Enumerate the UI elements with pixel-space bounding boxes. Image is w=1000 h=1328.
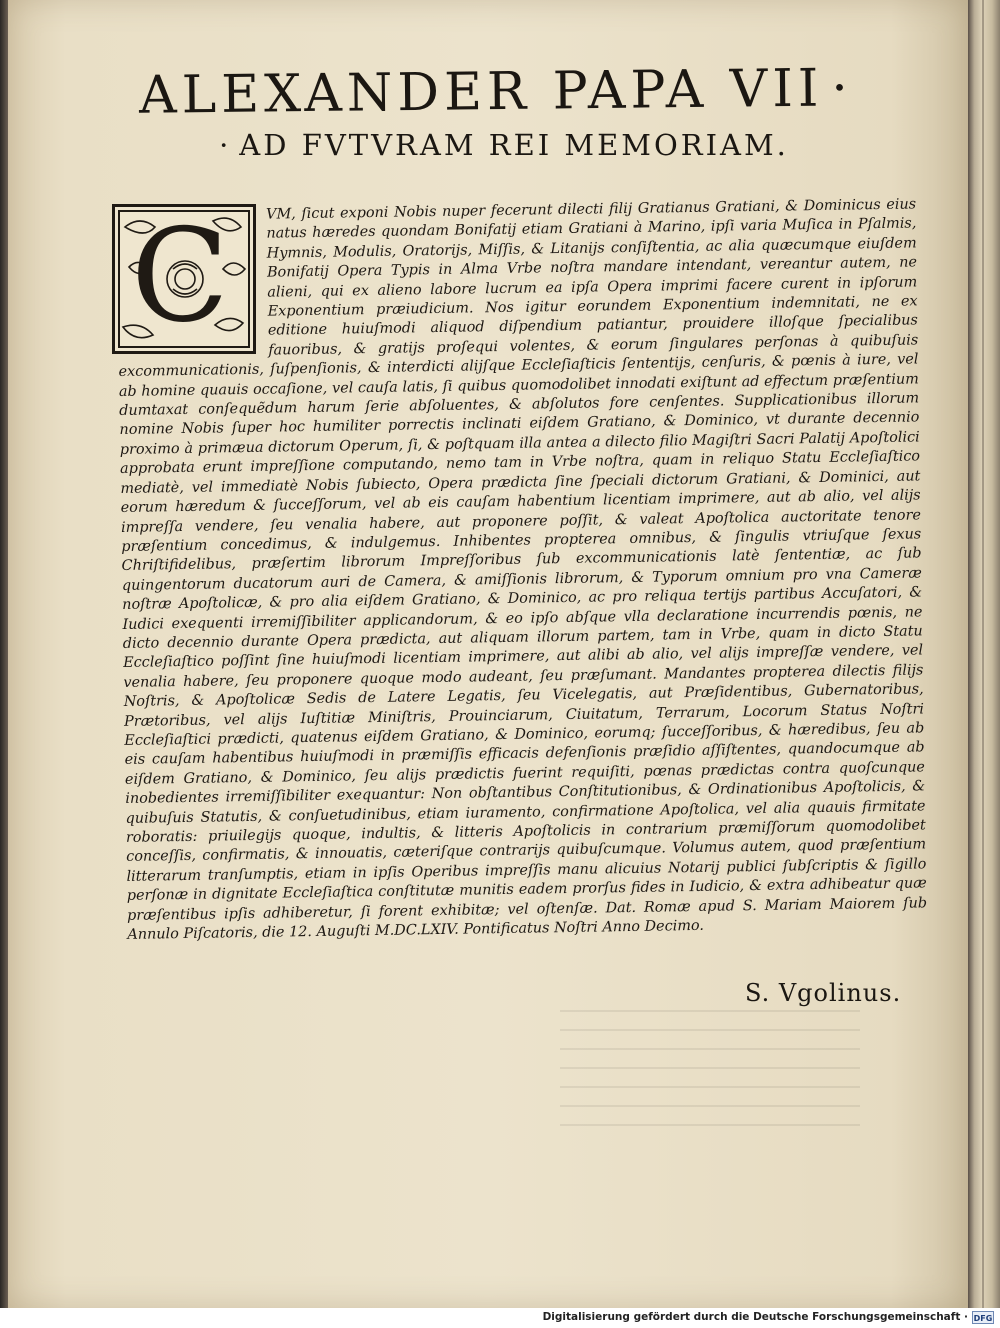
adjacent-page-edge: [968, 0, 1000, 1308]
body-paragraph: VM, ſicut exponi Nobis nuper fecerunt dilecti filij Gratianus Gratiani, & Dominicus eius natus hæredes quondam Bonifatij etiam Gratiani à Marino, ipſi varia Muſica in Pſalmis, Hymnis, Modulis, Oratorijs, Miſſis, & Litanijs conſiſtentia, ac alia quæcumque eiuſdem Bonifatij Opera Typis in Alma Vrbe noſtra mandare intendant, vereantur autem, ne alieni, qui ex alieno labore lucrum ea ipſa Opera imprimi facere curent in ipſorum Exponentium præiudicium. Nos igitur eorundem Exponentium indemnitati, ne ex editione huiuſmodi aliquod diſpendium patiantur, prouidere illoſque ſpecialibus fauoribus, & gratijs proſequi volentes, & eorum ſingulares perſonas à quibuſuis excommunicationis, ſuſpenſionis, & interdicti alijſque Eccleſiaſticis ſententijs, cenſuris, & pœnis à iure, vel ab homine quauis occaſione, vel cauſa latis, ſi quibus quomodolibet innodati exiſtunt ad effectum præſentium dumtaxat conſequẽdum harum ſerie abſoluentes, & abſolutos fore cenſentes. Supplicationibus illorum nomine Nobis ſuper hoc humiliter porrectis inclinati eiſdem Gratiano, & Dominico, vt durante decennio proximo à primæua dictorum Operum, ſi, & poſtquam illa antea a dilecto filio Magiſtri Sacri Palatij Apoſtolici approbata erunt impreſſione computando, nemo tam in Vrbe noſtra, quam in reliquo Statu Eccleſiaſtico mediatè, vel immediatè Nobis ſubiecto, Opera prædicta ſine ſpeciali dictorum Gratiani, & Dominici, aut eorum hæredum & ſucceſſorum, vel ab eis cauſam habentium licentiam imprimere, aut ab alio, vel alijs impreſſa vendere, ſeu venalia habere, aut proponere poſſit, & valeat Apoſtolica auctoritate tenore præſentium concedimus, & indulgemus. Inhibentes propterea omnibus, & ſingulis vtriuſque ſexus Chriſtifidelibus, præſertim librorum Impreſſoribus ſub excommunicationis latè ſententiæ, ac ſub quingentorum ducatorum auri de Camera, & amiſſionis librorum, & Typorum omnium pro vna Cameræ noſtræ Apoſtolicæ, & pro alia eiſdem Gratiano, & Dominico, ac pro reliqua tertijs partibus Accuſatori, & Iudici exequenti irremiſſibiliter applicandorum, & eo ipſo abſque vlla declaratione incurrendis pœnis, ne dicto decennio durante Opera prædicta, aut aliquam illorum partem, tam in Vrbe, quam in dicto Statu Eccleſiaſtico poſſint ſine huiuſmodi licentiam imprimere, aut alibi ab alio, vel alijs impreſſæ vendere, vel venalia habere, ſeu proponere quoque modo audeant, ſeu præſumant. Mandantes propterea dilectis filijs Noſtris, & Apoſtolicæ Sedis de Latere Legatis, ſeu Vicelegatis, aut Præſidentibus, Gubernatoribus, Prætoribus, vel alijs Iuſtitiæ Miniſtris, Prouinciarum, Ciuitatum, Terrarum, Locorum Status Noſtri Eccleſiaſtici prædicti, quatenus eiſdem Gratiano, & Dominico, eorumq; ſucceſſoribus, & hæredibus, ſeu ab eis cauſam habentibus huiuſmodi in præmiſſis efficacis defenſionis præſidio aſſiſtentes, quandocumque ab eiſdem Gratiano, & Dominico, ſeu alijs prædictis fuerint requiſiti, pœnas prædictas contra quoſcunque inobedientes irremiſſibiliter exequantur: Non obſtantibus Conſtitutionibus, & Ordinationibus Apoſtolicis, & quibuſuis Statutis, & conſuetudinibus, etiam iuramento, confirmatione Apoſtolica, vel alia quauis firmitate roboratis: priuilegijs quoque, indultis, & litteris Apoſtolicis in contrarium præmiſſorum quomodolibet conceſſis, confirmatis, & innouatis, cæteriſque contrarijs quibuſcumque. Volumus autem, quod præſentium litterarum tranſumptis, etiam in ipſis Operibus impreſſis manu alicuius Notarij publici ſubſcriptis & ſigillo perſonæ in dignitate Eccleſiaſtica conſtitutæ munitis eadem prorſus fides in Iudicio, & extra adhibeatur quæ præſentibus ipſis adhiberetur, ſi forent exhibitæ; vel oſtenſæ. Dat. Romæ apud S. Mariam Maiorem ſub Annulo Piſcatoris, die 12. Auguſti M.DC.LXIV. Pontificatus Noſtri Anno Decimo.: [118, 196, 928, 943]
dfg-logo: DFG: [972, 1311, 994, 1324]
subtitle-text: AD FVTVRAM REI MEMORIAM.: [239, 128, 789, 162]
document-subtitle: [0, 128, 1000, 162]
title-mark: ·: [831, 58, 854, 119]
signature: S. Vgolinus.: [745, 979, 902, 1007]
funding-note: Digitalisierung gefördert durch die Deutsche Forschungsgemeinschaft ·: [542, 1311, 968, 1323]
page-fold-line: [982, 0, 984, 1308]
title-text: ALEXANDER PAPA VII: [138, 58, 824, 126]
scan-left-edge: [0, 0, 8, 1310]
subtitle-mark: ·: [219, 128, 232, 162]
document-title: [0, 57, 1000, 127]
initial-letter: C: [131, 202, 229, 351]
privilege-text: [116, 195, 927, 945]
initial-spacer: [116, 202, 268, 360]
show-through-text: [560, 1010, 860, 1130]
